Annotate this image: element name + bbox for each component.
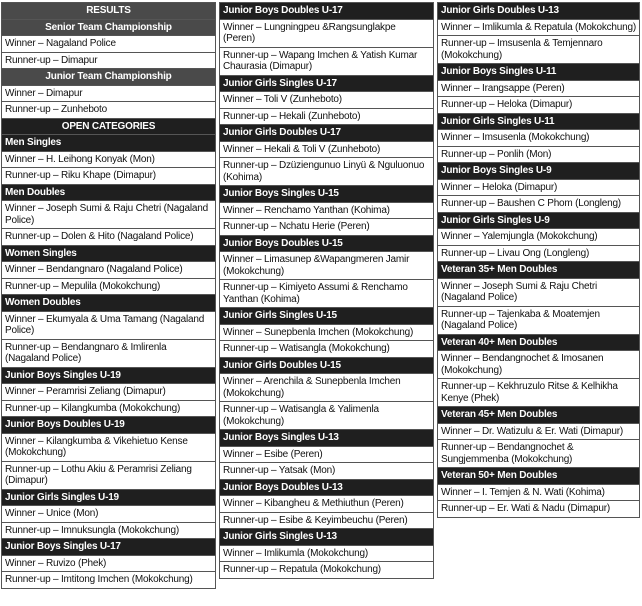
runner-up-entry: Runner-up – Lothu Akiu & Peramrisi Zeliang (Dimapur) bbox=[2, 461, 215, 489]
result-section bbox=[219, 430, 434, 480]
runner-up-entry: Runner-up – Wapang Imchen & Yatish Kumar Chaurasia (Dimapur) bbox=[220, 47, 433, 75]
result-section bbox=[437, 213, 640, 263]
result-section bbox=[437, 163, 640, 213]
result-section bbox=[219, 125, 434, 186]
runner-up-entry: Runner-up – Ponlih (Mon) bbox=[438, 146, 639, 163]
section-heading: Junior Girls Singles U-9 bbox=[438, 213, 639, 229]
results-column-1 bbox=[1, 2, 216, 589]
result-section bbox=[1, 69, 216, 119]
runner-up-entry: Runner-up – Riku Khape (Dimapur) bbox=[2, 167, 215, 184]
section-heading: Junior Girls Doubles U-17 bbox=[220, 125, 433, 141]
runner-up-entry: Runner-up – Kilangkumba (Mokokchung) bbox=[2, 400, 215, 417]
section-heading: Men Doubles bbox=[2, 185, 215, 201]
runner-up-entry: Runner-up – Imtitong Imchen (Mokokchung) bbox=[2, 571, 215, 588]
winner-entry: Winner – Bendangnochet & Imosanen (Mokokchung) bbox=[438, 350, 639, 378]
runner-up-entry: Runner-up – Yatsak (Mon) bbox=[220, 462, 433, 479]
section-heading: Junior Boys Doubles U-17 bbox=[220, 3, 433, 19]
runner-up-entry: Runner-up – Livau Ong (Longleng) bbox=[438, 245, 639, 262]
winner-entry: Winner – Peramrisi Zeliang (Dimapur) bbox=[2, 383, 215, 400]
runner-up-entry: Runner-up – Imsusenla & Temjennaro (Mokokchung) bbox=[438, 35, 639, 63]
result-section bbox=[1, 135, 216, 185]
result-section bbox=[437, 407, 640, 468]
section-heading: Veteran 45+ Men Doubles bbox=[438, 407, 639, 423]
section-heading: Senior Team Championship bbox=[2, 20, 215, 36]
winner-entry: Winner – Ekumyala & Uma Tamang (Nagaland Police) bbox=[2, 311, 215, 339]
winner-entry: Winner – Yalemjungla (Mokokchung) bbox=[438, 228, 639, 245]
winner-entry: Winner – Dimapur bbox=[2, 85, 215, 102]
winner-entry: Winner – Lungningpeu &Rangsunglakpe (Peren) bbox=[220, 19, 433, 47]
runner-up-entry: Runner-up – Dzüziengunuo Linyü & Nguluonuo (Kohima) bbox=[220, 157, 433, 185]
winner-entry: Winner – Renchamo Yanthan (Kohima) bbox=[220, 202, 433, 219]
result-section bbox=[219, 76, 434, 126]
results-column-2 bbox=[219, 2, 434, 579]
runner-up-entry: Runner-up – Baushen C Phom (Longleng) bbox=[438, 195, 639, 212]
winner-entry: Winner – Joseph Sumi & Raju Chetri (Nagaland Police) bbox=[2, 200, 215, 228]
runner-up-entry: Runner-up – Bendangnochet & Sungjemmenba (Mokokchung) bbox=[438, 439, 639, 467]
result-section bbox=[219, 236, 434, 309]
section-heading: Junior Boys Doubles U-19 bbox=[2, 417, 215, 433]
winner-entry: Winner – Imsusenla (Mokokchung) bbox=[438, 129, 639, 146]
result-section bbox=[1, 539, 216, 589]
runner-up-entry: Runner-up – Watisangla (Mokokchung) bbox=[220, 340, 433, 357]
winner-entry: Winner – Heloka (Dimapur) bbox=[438, 179, 639, 196]
section-heading: Junior Boys Singles U-17 bbox=[2, 539, 215, 555]
results-column-3 bbox=[437, 2, 640, 518]
winner-entry: Winner – Irangsappe (Peren) bbox=[438, 80, 639, 97]
result-section bbox=[219, 186, 434, 236]
winner-entry: Winner – Arenchila & Sunepbenla Imchen (Mokokchung) bbox=[220, 373, 433, 401]
winner-entry: Winner – Toli V (Zunheboto) bbox=[220, 91, 433, 108]
result-section bbox=[437, 114, 640, 164]
section-heading: Women Singles bbox=[2, 246, 215, 262]
section-heading: Veteran 35+ Men Doubles bbox=[438, 262, 639, 278]
runner-up-entry: Runner-up – Kimiyeto Assumi & Renchamo Yanthan (Kohima) bbox=[220, 279, 433, 307]
runner-up-entry: Runner-up – Watisangla & Yalimenla (Mokokchung) bbox=[220, 401, 433, 429]
winner-entry: Winner – Kibangheu & Methiuthun (Peren) bbox=[220, 495, 433, 512]
runner-up-entry: Runner-up – Hekali (Zunheboto) bbox=[220, 108, 433, 125]
runner-up-entry: Runner-up – Nchatu Herie (Peren) bbox=[220, 218, 433, 235]
result-section bbox=[1, 368, 216, 418]
section-heading: Junior Team Championship bbox=[2, 69, 215, 85]
section-heading: RESULTS bbox=[2, 3, 215, 19]
winner-entry: Winner – Imlikumla & Repatula (Mokokchung) bbox=[438, 19, 639, 36]
section-heading: Junior Boys Singles U-19 bbox=[2, 368, 215, 384]
runner-up-entry: Runner-up – Imnuksungla (Mokokchung) bbox=[2, 522, 215, 539]
winner-entry: Winner – Imlikumla (Mokokchung) bbox=[220, 545, 433, 562]
result-section bbox=[1, 2, 216, 20]
winner-entry: Winner – H. Leihong Konyak (Mon) bbox=[2, 151, 215, 168]
runner-up-entry: Runner-up – Bendangnaro & Imlirenla (Nagaland Police) bbox=[2, 339, 215, 367]
winner-entry: Winner – Dr. Watizulu & Er. Wati (Dimapur) bbox=[438, 423, 639, 440]
runner-up-entry: Runner-up – Dolen & Hito (Nagaland Police) bbox=[2, 228, 215, 245]
section-heading: Junior Boys Singles U-13 bbox=[220, 430, 433, 446]
runner-up-entry: Runner-up – Zunheboto bbox=[2, 101, 215, 118]
runner-up-entry: Runner-up – Heloka (Dimapur) bbox=[438, 96, 639, 113]
result-section bbox=[1, 246, 216, 296]
result-section bbox=[1, 20, 216, 70]
section-heading: Veteran 40+ Men Doubles bbox=[438, 335, 639, 351]
result-section bbox=[219, 480, 434, 530]
result-section bbox=[437, 262, 640, 335]
result-section bbox=[219, 308, 434, 358]
winner-entry: Winner – Limasunep &Wapangmeren Jamir (Mokokchung) bbox=[220, 251, 433, 279]
winner-entry: Winner – Bendangnaro (Nagaland Police) bbox=[2, 261, 215, 278]
section-heading: Junior Girls Singles U-17 bbox=[220, 76, 433, 92]
section-heading: Veteran 50+ Men Doubles bbox=[438, 468, 639, 484]
section-heading: Junior Boys Singles U-15 bbox=[220, 186, 433, 202]
result-section bbox=[437, 2, 640, 64]
winner-entry: Winner – Sunepbenla Imchen (Mokokchung) bbox=[220, 324, 433, 341]
result-section bbox=[437, 335, 640, 408]
result-section bbox=[219, 529, 434, 579]
result-section bbox=[219, 2, 434, 76]
winner-entry: Winner – Nagaland Police bbox=[2, 35, 215, 52]
section-heading: Junior Boys Singles U-11 bbox=[438, 64, 639, 80]
result-section bbox=[1, 490, 216, 540]
winner-entry: Winner – Kilangkumba & Vikehietuo Kense (Mokokchung) bbox=[2, 433, 215, 461]
section-heading: OPEN CATEGORIES bbox=[2, 119, 215, 135]
result-section bbox=[1, 119, 216, 136]
result-section bbox=[437, 468, 640, 518]
section-heading: Men Singles bbox=[2, 135, 215, 151]
section-heading: Junior Boys Doubles U-13 bbox=[220, 480, 433, 496]
winner-entry: Winner – Hekali & Toli V (Zunheboto) bbox=[220, 141, 433, 158]
result-section bbox=[1, 417, 216, 490]
runner-up-entry: Runner-up – Tajenkaba & Moatemjen (Nagaland Police) bbox=[438, 306, 639, 334]
section-heading: Junior Girls Singles U-13 bbox=[220, 529, 433, 545]
winner-entry: Winner – Joseph Sumi & Raju Chetri (Nagaland Police) bbox=[438, 278, 639, 306]
winner-entry: Winner – Esibe (Peren) bbox=[220, 446, 433, 463]
winner-entry: Winner – I. Temjen & N. Wati (Kohima) bbox=[438, 484, 639, 501]
runner-up-entry: Runner-up – Kekhruzulo Ritse & Kelhikha Kenye (Phek) bbox=[438, 378, 639, 406]
section-heading: Junior Girls Singles U-19 bbox=[2, 490, 215, 506]
result-section bbox=[1, 185, 216, 246]
runner-up-entry: Runner-up – Esibe & Keyimbeuchu (Peren) bbox=[220, 512, 433, 529]
section-heading: Junior Girls Singles U-15 bbox=[220, 308, 433, 324]
runner-up-entry: Runner-up – Dimapur bbox=[2, 52, 215, 69]
section-heading: Junior Girls Doubles U-13 bbox=[438, 3, 639, 19]
section-heading: Junior Girls Doubles U-15 bbox=[220, 358, 433, 374]
winner-entry: Winner – Unice (Mon) bbox=[2, 505, 215, 522]
runner-up-entry: Runner-up – Er. Wati & Nadu (Dimapur) bbox=[438, 500, 639, 517]
runner-up-entry: Runner-up – Mepulila (Mokokchung) bbox=[2, 278, 215, 295]
section-heading: Junior Boys Doubles U-15 bbox=[220, 236, 433, 252]
runner-up-entry: Runner-up – Repatula (Mokokchung) bbox=[220, 561, 433, 578]
result-section bbox=[219, 358, 434, 431]
section-heading: Junior Boys Singles U-9 bbox=[438, 163, 639, 179]
winner-entry: Winner – Ruvizo (Phek) bbox=[2, 555, 215, 572]
section-heading: Junior Girls Singles U-11 bbox=[438, 114, 639, 130]
section-heading: Women Doubles bbox=[2, 295, 215, 311]
result-section bbox=[1, 295, 216, 368]
result-section bbox=[437, 64, 640, 114]
